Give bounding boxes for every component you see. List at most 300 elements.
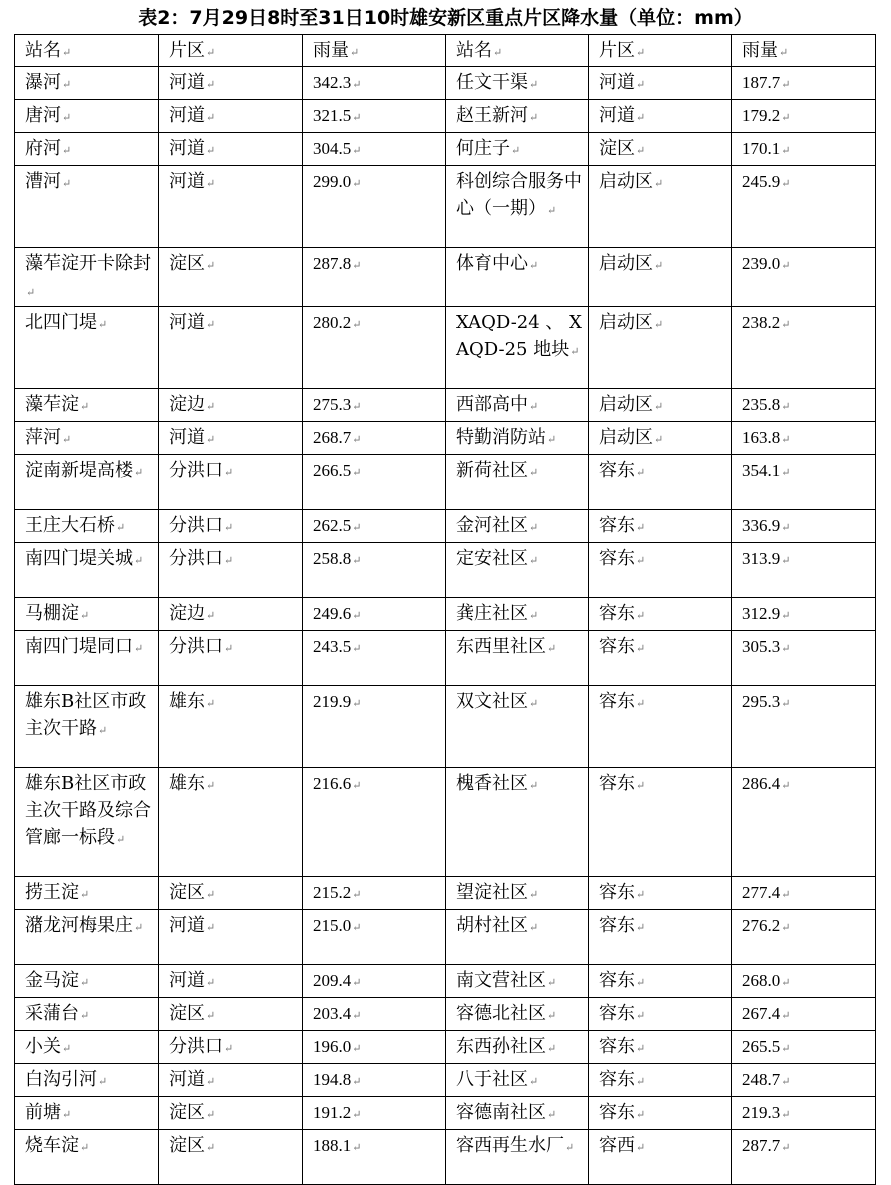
table-row [15,686,876,768]
rainfall: 216.6 [313,774,352,793]
station-name-cell: 王庄大石桥↵ [15,510,159,543]
zone-cell: 容东↵ [589,686,732,768]
rainfall: 287.8 [313,254,352,273]
station-name: 赵王新河 [456,105,528,126]
zone: 淀区 [169,253,205,274]
rainfall-cell: 219.3↵ [732,1097,876,1130]
station-name: 东西里社区 [456,636,546,657]
station-name: 捞王淀 [25,882,79,903]
station-name-cell: 龚庄社区↵ [446,598,589,631]
zone: 启动区 [599,171,653,192]
table-row [15,1130,876,1185]
zone-cell: 河道↵ [159,133,303,166]
zone-cell: 淀区↵ [159,998,303,1031]
rainfall-cell: 287.7↵ [732,1130,876,1185]
zone-cell: 容东↵ [589,910,732,965]
rainfall-cell: 194.8↵ [303,1064,446,1097]
zone: 淀区 [169,882,205,903]
zone-cell: 河道↵ [159,1064,303,1097]
station-name: 容西再生水厂 [456,1135,564,1156]
zone: 河道 [599,72,635,93]
station-name: 府河 [25,138,61,159]
rainfall: 219.3 [742,1103,781,1122]
rainfall: 354.1 [742,461,781,480]
station-name: 白沟引河 [25,1069,97,1090]
table-row [15,543,876,598]
station-name-cell: 望淀社区↵ [446,877,589,910]
rainfall: 304.5 [313,139,352,158]
rainfall: 191.2 [313,1103,352,1122]
zone: 容东 [599,1036,635,1057]
rainfall: 295.3 [742,692,781,711]
rainfall-cell: 305.3↵ [732,631,876,686]
zone: 雄东 [169,773,205,794]
zone-cell: 河道↵ [159,100,303,133]
station-name: XAQD-24 、 XAQD-25 地块 [456,312,582,360]
rainfall-cell: 287.8↵ [303,248,446,307]
zone: 容东 [599,460,635,481]
zone: 容东 [599,515,635,536]
zone-cell: 容东↵ [589,598,732,631]
station-name: 胡村社区 [456,915,528,936]
zone-cell: 启动区↵ [589,389,732,422]
zone-cell: 雄东↵ [159,768,303,877]
header-station: 站名↵ [15,35,159,67]
station-name-cell: 采蒲台↵ [15,998,159,1031]
zone-cell: 启动区↵ [589,166,732,248]
station-name-cell: 烧车淀↵ [15,1130,159,1185]
zone: 淀区 [169,1135,205,1156]
station-name: 雄东B社区市政主次干路 [25,691,147,739]
zone: 淀边 [169,394,205,415]
rainfall: 163.8 [742,428,781,447]
station-name-cell: 赵王新河↵ [446,100,589,133]
station-name-cell: 西部高中↵ [446,389,589,422]
rainfall: 277.4 [742,883,781,902]
zone-cell: 容东↵ [589,631,732,686]
rainfall-cell: 219.9↵ [303,686,446,768]
station-name-cell: 新荷社区↵ [446,455,589,510]
zone: 容东 [599,691,635,712]
zone-cell: 容东↵ [589,965,732,998]
zone: 淀区 [599,138,635,159]
station-name-cell: 白沟引河↵ [15,1064,159,1097]
rainfall-cell: 336.9↵ [732,510,876,543]
station-name: 体育中心 [456,253,528,274]
zone: 启动区 [599,312,653,333]
zone-cell: 河道↵ [589,67,732,100]
zone: 容东 [599,882,635,903]
station-name: 萍河 [25,427,61,448]
rainfall-cell: 258.8↵ [303,543,446,598]
zone-cell: 容东↵ [589,543,732,598]
rainfall-cell: 243.5↵ [303,631,446,686]
station-name: 容德南社区 [456,1102,546,1123]
zone: 容东 [599,773,635,794]
rainfall: 305.3 [742,637,781,656]
zone-cell: 容东↵ [589,1064,732,1097]
zone-cell: 淀区↵ [159,1097,303,1130]
station-name-cell: 南四门堤同口↵ [15,631,159,686]
rainfall-cell: 170.1↵ [732,133,876,166]
station-name-cell: 淀南新堤高楼↵ [15,455,159,510]
rainfall-cell: 249.6↵ [303,598,446,631]
station-name: 南文营社区 [456,970,546,991]
zone-cell: 淀区↵ [159,248,303,307]
zone: 河道 [169,970,205,991]
zone: 河道 [599,105,635,126]
rainfall: 275.3 [313,395,352,414]
table-row [15,998,876,1031]
zone-cell: 容东↵ [589,455,732,510]
zone-cell: 启动区↵ [589,248,732,307]
zone-cell: 启动区↵ [589,307,732,389]
zone: 分洪口 [169,515,223,536]
rainfall-cell: 286.4↵ [732,768,876,877]
rainfall: 248.7 [742,1070,781,1089]
station-name: 藻苲淀开卡除封 [25,253,151,274]
zone-cell: 容东↵ [589,998,732,1031]
header-row [15,35,876,67]
zone: 容东 [599,915,635,936]
rainfall-cell: 313.9↵ [732,543,876,598]
station-name-cell: 槐香社区↵ [446,768,589,877]
station-name: 东西孙社区 [456,1036,546,1057]
station-name: 双文社区 [456,691,528,712]
table-row [15,598,876,631]
rainfall: 238.2 [742,313,781,332]
table-row [15,910,876,965]
station-name-cell: 八于社区↵ [446,1064,589,1097]
rainfall-cell: 248.7↵ [732,1064,876,1097]
rainfall-cell: 321.5↵ [303,100,446,133]
rainfall-table [14,34,876,1185]
zone-cell: 容东↵ [589,768,732,877]
station-name-cell: 东西孙社区↵ [446,1031,589,1064]
rainfall: 215.2 [313,883,352,902]
rainfall: 215.0 [313,916,352,935]
rainfall: 219.9 [313,692,352,711]
station-name-cell: 南四门堤关城↵ [15,543,159,598]
rainfall-cell: 209.4↵ [303,965,446,998]
station-name: 何庄子 [456,138,510,159]
station-name: 北四门堤 [25,312,97,333]
station-name: 新荷社区 [456,460,528,481]
header-rainfall: 雨量↵ [303,35,446,67]
rainfall: 235.8 [742,395,781,414]
station-name: 淀南新堤高楼 [25,460,133,481]
header-zone: 片区↵ [159,35,303,67]
zone: 容东 [599,636,635,657]
rainfall: 249.6 [313,604,352,623]
station-name: 容德北社区 [456,1003,546,1024]
rainfall-cell: 179.2↵ [732,100,876,133]
station-name-cell: 东西里社区↵ [446,631,589,686]
rainfall: 265.5 [742,1037,781,1056]
rainfall-cell: 299.0↵ [303,166,446,248]
rainfall-cell: 216.6↵ [303,768,446,877]
table-row [15,1031,876,1064]
station-name-cell: 南文营社区↵ [446,965,589,998]
table-row [15,307,876,389]
station-name-cell: 府河↵ [15,133,159,166]
station-name-cell: 胡村社区↵ [446,910,589,965]
station-name-cell: 藻苲淀↵ [15,389,159,422]
rainfall: 276.2 [742,916,781,935]
zone: 启动区 [599,394,653,415]
table-title: 表2：7月29日8时至31日10时雄安新区重点片区降水量（单位：mm） [138,7,753,29]
station-name: 小关 [25,1036,61,1057]
rainfall-cell: 275.3↵ [303,389,446,422]
rainfall: 239.0 [742,254,781,273]
header-zone: 片区↵ [589,35,732,67]
zone: 容东 [599,970,635,991]
rainfall: 266.5 [313,461,352,480]
rainfall-cell: 342.3↵ [303,67,446,100]
table-row [15,965,876,998]
station-name: 定安社区 [456,548,528,569]
station-name-cell: 任文干渠↵ [446,67,589,100]
rainfall-cell: 188.1↵ [303,1130,446,1185]
table-row [15,133,876,166]
rainfall: 268.7 [313,428,352,447]
station-name-cell: 小关↵ [15,1031,159,1064]
rainfall: 336.9 [742,516,781,535]
header-rainfall: 雨量↵ [732,35,876,67]
rainfall: 245.9 [742,172,781,191]
rainfall-cell: 196.0↵ [303,1031,446,1064]
station-name-cell: 特勤消防站↵ [446,422,589,455]
zone: 淀边 [169,603,205,624]
zone: 分洪口 [169,548,223,569]
zone-cell: 河道↵ [159,422,303,455]
zone-cell: 容东↵ [589,1031,732,1064]
station-name-cell: 何庄子↵ [446,133,589,166]
table-row [15,100,876,133]
rainfall-cell: 304.5↵ [303,133,446,166]
zone-cell: 容东↵ [589,510,732,543]
zone-cell: 淀区↵ [589,133,732,166]
zone: 河道 [169,427,205,448]
station-name-cell: 金马淀↵ [15,965,159,998]
zone: 淀区 [169,1003,205,1024]
zone-cell: 淀区↵ [159,1130,303,1185]
rainfall: 268.0 [742,971,781,990]
rainfall: 280.2 [313,313,352,332]
zone: 容西 [599,1135,635,1156]
station-name-cell: 唐河↵ [15,100,159,133]
rainfall: 321.5 [313,106,352,125]
rainfall: 203.4 [313,1004,352,1023]
rainfall-cell: 265.5↵ [732,1031,876,1064]
header-station: 站名↵ [446,35,589,67]
station-name: 龚庄社区 [456,603,528,624]
zone-cell: 淀边↵ [159,389,303,422]
rainfall: 258.8 [313,549,352,568]
table-row [15,877,876,910]
zone-cell: 容东↵ [589,1097,732,1130]
rainfall-cell: 277.4↵ [732,877,876,910]
zone: 河道 [169,1069,205,1090]
station-name: 采蒲台 [25,1003,79,1024]
zone: 河道 [169,72,205,93]
station-name-cell: 定安社区↵ [446,543,589,598]
station-name: 藻苲淀 [25,394,79,415]
rainfall: 179.2 [742,106,781,125]
table-row [15,1097,876,1130]
rainfall-cell: 267.4↵ [732,998,876,1031]
rainfall-cell: 280.2↵ [303,307,446,389]
zone: 分洪口 [169,1036,223,1057]
rainfall: 267.4 [742,1004,781,1023]
station-name-cell: 前塘↵ [15,1097,159,1130]
rainfall: 313.9 [742,549,781,568]
station-name-cell: 雄东B社区市政主次干路↵ [15,686,159,768]
rainfall-cell: 203.4↵ [303,998,446,1031]
zone-cell: 河道↵ [159,910,303,965]
zone: 启动区 [599,427,653,448]
rainfall-cell: 354.1↵ [732,455,876,510]
table-row [15,67,876,100]
station-name-cell: 双文社区↵ [446,686,589,768]
rainfall-cell: 245.9↵ [732,166,876,248]
rainfall: 312.9 [742,604,781,623]
zone-cell: 容西↵ [589,1130,732,1185]
station-name-cell: 金河社区↵ [446,510,589,543]
zone: 分洪口 [169,636,223,657]
rainfall: 286.4 [742,774,781,793]
rainfall: 342.3 [313,73,352,92]
station-name-cell: 体育中心↵ [446,248,589,307]
zone: 河道 [169,915,205,936]
station-name-cell: 瀑河↵ [15,67,159,100]
rainfall-cell: 235.8↵ [732,389,876,422]
zone-cell: 河道↵ [159,67,303,100]
station-name-cell: 萍河↵ [15,422,159,455]
table-row [15,166,876,248]
zone-cell: 分洪口↵ [159,631,303,686]
station-name: 瀑河 [25,72,61,93]
zone-cell: 容东↵ [589,877,732,910]
table-row [15,768,876,877]
station-name: 南四门堤同口 [25,636,133,657]
station-name: 西部高中 [456,394,528,415]
station-name: 唐河 [25,105,61,126]
rainfall-cell: 163.8↵ [732,422,876,455]
zone: 容东 [599,1069,635,1090]
station-name: 槐香社区 [456,773,528,794]
station-name: 马棚淀 [25,603,79,624]
rainfall: 243.5 [313,637,352,656]
station-name: 任文干渠 [456,72,528,93]
table-row [15,510,876,543]
zone: 雄东 [169,691,205,712]
zone-cell: 淀边↵ [159,598,303,631]
table-row [15,631,876,686]
station-name: 前塘 [25,1102,61,1123]
zone-cell: 河道↵ [159,166,303,248]
rainfall: 170.1 [742,139,781,158]
rainfall-cell: 266.5↵ [303,455,446,510]
table-row [15,455,876,510]
rainfall-cell: 215.0↵ [303,910,446,965]
station-name-cell: 容德北社区↵ [446,998,589,1031]
station-name: 漕河 [25,171,61,192]
table-row [15,1064,876,1097]
table-row [15,389,876,422]
station-name-cell: 藻苲淀开卡除封↵ [15,248,159,307]
station-name: 望淀社区 [456,882,528,903]
zone-cell: 启动区↵ [589,422,732,455]
rainfall-cell: 215.2↵ [303,877,446,910]
station-name-cell: 容德南社区↵ [446,1097,589,1130]
rainfall-cell: 191.2↵ [303,1097,446,1130]
rainfall-cell: 187.7↵ [732,67,876,100]
station-name: 八于社区 [456,1069,528,1090]
station-name-cell: 科创综合服务中心（一期）↵ [446,166,589,248]
zone: 容东 [599,603,635,624]
station-name: 科创综合服务中心（一期） [456,171,582,219]
zone: 分洪口 [169,460,223,481]
zone: 河道 [169,312,205,333]
rainfall-cell: 268.0↵ [732,965,876,998]
station-name: 金河社区 [456,515,528,536]
rainfall-cell: 268.7↵ [303,422,446,455]
station-name: 王庄大石桥 [25,515,115,536]
station-name: 金马淀 [25,970,79,991]
zone-cell: 淀区↵ [159,877,303,910]
rainfall: 209.4 [313,971,352,990]
station-name-cell: XAQD-24 、 XAQD-25 地块↵ [446,307,589,389]
zone-cell: 分洪口↵ [159,455,303,510]
zone: 淀区 [169,1102,205,1123]
rainfall-cell: 239.0↵ [732,248,876,307]
rainfall: 262.5 [313,516,352,535]
zone-cell: 分洪口↵ [159,1031,303,1064]
rainfall-cell: 276.2↵ [732,910,876,965]
rainfall: 299.0 [313,172,352,191]
zone-cell: 河道↵ [159,965,303,998]
rainfall-cell: 238.2↵ [732,307,876,389]
rainfall: 188.1 [313,1136,352,1155]
station-name-cell: 雄东B社区市政主次干路及综合管廊一标段↵ [15,768,159,877]
rainfall-cell: 262.5↵ [303,510,446,543]
zone-cell: 河道↵ [159,307,303,389]
station-name-cell: 容西再生水厂↵ [446,1130,589,1185]
station-name-cell: 漕河↵ [15,166,159,248]
rainfall-cell: 312.9↵ [732,598,876,631]
station-name: 南四门堤关城 [25,548,133,569]
station-name: 烧车淀 [25,1135,79,1156]
rainfall: 287.7 [742,1136,781,1155]
zone-cell: 雄东↵ [159,686,303,768]
zone: 启动区 [599,253,653,274]
rainfall: 187.7 [742,73,781,92]
station-name-cell: 马棚淀↵ [15,598,159,631]
zone-cell: 分洪口↵ [159,543,303,598]
zone-cell: 分洪口↵ [159,510,303,543]
station-name-cell: 北四门堤↵ [15,307,159,389]
zone: 容东 [599,1003,635,1024]
zone-cell: 河道↵ [589,100,732,133]
table-row [15,422,876,455]
rainfall-cell: 295.3↵ [732,686,876,768]
zone: 河道 [169,105,205,126]
station-name-cell: 捞王淀↵ [15,877,159,910]
station-name: 雄东B社区市政主次干路及综合管廊一标段 [25,773,151,848]
zone: 河道 [169,171,205,192]
zone: 容东 [599,1102,635,1123]
